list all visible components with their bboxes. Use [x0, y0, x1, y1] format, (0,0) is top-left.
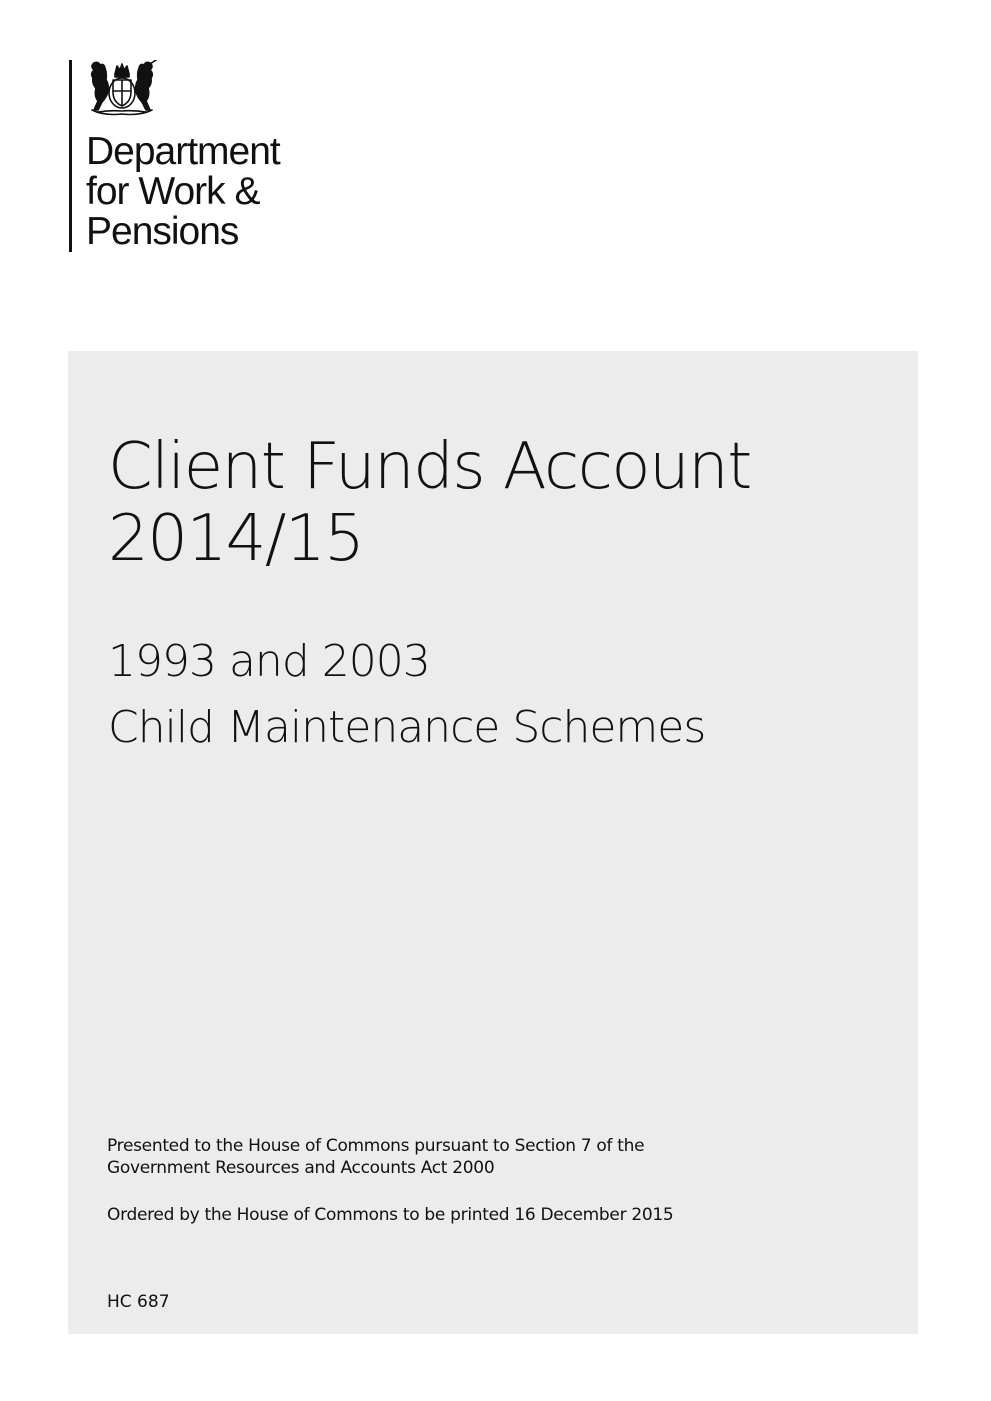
department-name-line: Pensions — [86, 210, 239, 253]
document-title-line: Client Funds Account — [108, 430, 751, 504]
logo-divider-rule — [69, 60, 72, 252]
presented-statement-line: Government Resources and Accounts Act 2000 — [107, 1158, 495, 1178]
presented-statement-line: Presented to the House of Commons pursuant to Section 7 of the — [107, 1136, 645, 1156]
document-subtitle-line: Child Maintenance Schemes — [108, 702, 706, 753]
department-name-line: Department — [86, 130, 280, 173]
department-name — [86, 132, 280, 252]
hc-reference-number: HC 687 — [107, 1292, 170, 1312]
royal-coat-of-arms-icon — [84, 60, 160, 116]
document-title — [108, 431, 751, 575]
document-subtitle-line: 1993 and 2003 — [108, 636, 430, 687]
document-title-line: 2014/15 — [108, 502, 364, 576]
document-subtitle — [108, 629, 705, 761]
department-name-line: for Work & — [86, 170, 260, 213]
cover-panel — [68, 351, 918, 1334]
ordered-statement: Ordered by the House of Commons to be printed 16 December 2015 — [107, 1205, 674, 1225]
presented-statement — [107, 1135, 644, 1179]
